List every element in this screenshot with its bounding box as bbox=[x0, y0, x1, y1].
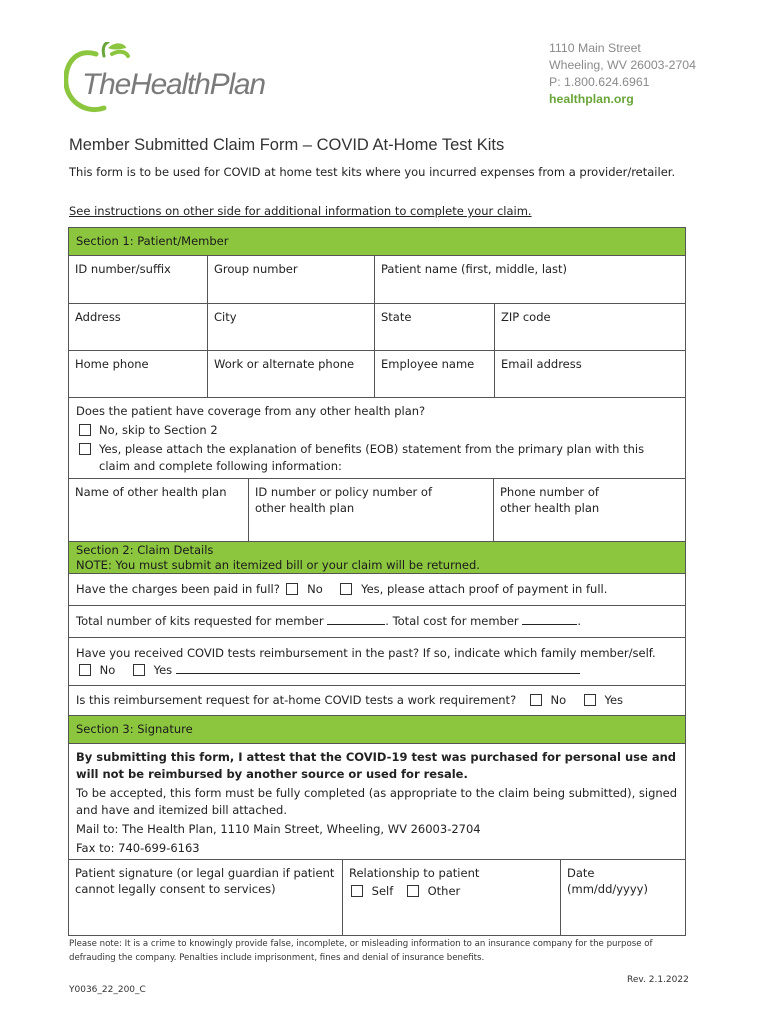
paid-no-label: No bbox=[307, 582, 323, 596]
id-number-field[interactable]: ID number/suffix bbox=[69, 256, 208, 303]
reimbursement-row bbox=[69, 638, 685, 686]
email-field[interactable]: Email address bbox=[501, 357, 582, 371]
address-field[interactable]: Address bbox=[69, 304, 208, 350]
group-number-field[interactable]: Group number bbox=[208, 256, 375, 303]
logo-wordmark: TheHealthPlan bbox=[82, 68, 265, 101]
coverage-yes-checkbox[interactable] bbox=[79, 443, 91, 455]
reimb-yes-label: Yes bbox=[153, 663, 173, 677]
section1-header: Section 1: Patient/Member bbox=[69, 228, 685, 256]
relationship-other-checkbox[interactable] bbox=[407, 885, 419, 897]
kits-label: Total number of kits requested for member bbox=[76, 614, 324, 628]
city-field[interactable]: City bbox=[208, 304, 375, 350]
other-plan-id-field[interactable]: ID number or policy number of other health plan bbox=[249, 479, 494, 541]
address-city: Wheeling, WV 26003-2704 bbox=[549, 58, 696, 72]
contact-address bbox=[549, 40, 696, 108]
coverage-yes-option bbox=[76, 441, 678, 475]
reimb-question: Have you received COVID tests reimbursement in the past? If so, indicate which family member/self. bbox=[76, 646, 656, 660]
kits-count-input[interactable] bbox=[327, 614, 385, 625]
work-phone-field[interactable]: Work or alternate phone bbox=[208, 351, 375, 397]
paid-question: Have the charges been paid in full? bbox=[76, 582, 280, 596]
website-link[interactable]: healthplan.org bbox=[549, 92, 634, 106]
signature-text-block bbox=[69, 744, 685, 860]
coverage-block bbox=[69, 398, 685, 479]
cost-label: . Total cost for member bbox=[385, 614, 519, 628]
relationship-self-label: Self bbox=[371, 884, 394, 898]
paid-no-checkbox[interactable] bbox=[286, 583, 298, 595]
coverage-no-checkbox[interactable] bbox=[79, 424, 91, 436]
address-street: 1110 Main Street bbox=[549, 41, 641, 55]
employee-name-field[interactable]: Employee name bbox=[375, 351, 495, 397]
section1-row2 bbox=[69, 304, 685, 351]
other-plan-name-field[interactable]: Name of other health plan bbox=[69, 479, 249, 541]
form-code: Y0036_22_200_C bbox=[69, 985, 146, 995]
other-plan-phone-field[interactable]: Phone number of other health plan bbox=[500, 485, 600, 515]
work-yes-label: Yes bbox=[604, 693, 624, 707]
page-title: Member Submitted Claim Form – COVID At-Home Test Kits bbox=[69, 136, 505, 154]
work-no-checkbox[interactable] bbox=[530, 694, 542, 706]
paid-yes-label: Yes, please attach proof of payment in full. bbox=[361, 582, 608, 596]
work-requirement-row bbox=[69, 686, 685, 716]
section2-title: Section 2: Claim Details bbox=[76, 543, 214, 557]
kits-row: Total number of kits requested for member . Total cost for member . bbox=[69, 606, 685, 638]
coverage-question: Does the patient have coverage from any other health plan? bbox=[76, 404, 426, 418]
zip-field[interactable]: ZIP code bbox=[501, 310, 551, 324]
section3-header: Section 3: Signature bbox=[69, 716, 685, 744]
state-field[interactable]: State bbox=[375, 304, 495, 350]
relationship-field bbox=[343, 860, 561, 935]
patient-name-field[interactable]: Patient name (first, middle, last) bbox=[381, 262, 568, 276]
relationship-other-label: Other bbox=[427, 884, 461, 898]
instructions-link[interactable]: See instructions on other side for additional information to complete your claim. bbox=[69, 204, 532, 218]
section1-row3 bbox=[69, 351, 685, 398]
coverage-no-option bbox=[76, 422, 678, 439]
other-plan-row bbox=[69, 479, 685, 542]
revision-date: Rev. 2.1.2022 bbox=[627, 975, 689, 985]
reimb-yes-checkbox[interactable] bbox=[133, 664, 145, 676]
paid-question-row bbox=[69, 574, 685, 606]
fax-to-text: Fax to: 740-699-6163 bbox=[76, 841, 200, 855]
work-yes-checkbox[interactable] bbox=[584, 694, 596, 706]
date-field[interactable]: Date (mm/dd/yyyy) bbox=[567, 866, 648, 896]
work-no-label: No bbox=[550, 693, 567, 707]
section2-note: NOTE: You must submit an itemized bill or your claim will be returned. bbox=[76, 558, 480, 572]
reimb-no-checkbox[interactable] bbox=[79, 664, 91, 676]
intro-text: This form is to be used for COVID at home test kits where you incurred expenses from a provider/retailer. bbox=[69, 165, 676, 179]
relationship-label: Relationship to patient bbox=[349, 866, 480, 880]
claim-form bbox=[68, 227, 686, 936]
signature-row bbox=[69, 860, 685, 935]
section2-header bbox=[69, 542, 685, 574]
reimb-no-label: No bbox=[99, 663, 116, 677]
acceptance-text: To be accepted, this form must be fully completed (as appropriate to the claim being submitted), signed and have and itemized bill attached. bbox=[76, 786, 678, 817]
patient-signature-field[interactable]: Patient signature (or legal guardian if patient cannot legally consent to services) bbox=[69, 860, 343, 935]
fraud-notice: Please note: It is a crime to knowingly provide false, incomplete, or misleading information to an insurance company for the purpose of defrauding the company. Penalties include imprisonment, fines and denial of insurance benefits. bbox=[69, 939, 653, 963]
reimb-member-input[interactable] bbox=[176, 663, 580, 674]
address-phone: P: 1.800.624.6961 bbox=[549, 75, 650, 89]
total-cost-input[interactable] bbox=[522, 614, 577, 625]
coverage-yes-label: Yes, please attach the explanation of benefits (EOB) statement from the primary plan with this claim and complete following information: bbox=[99, 442, 645, 473]
section1-row1 bbox=[69, 256, 685, 304]
mail-to-text: Mail to: The Health Plan, 1110 Main Street, Wheeling, WV 26003-2704 bbox=[76, 822, 481, 836]
relationship-self-checkbox[interactable] bbox=[351, 885, 363, 897]
home-phone-field[interactable]: Home phone bbox=[69, 351, 208, 397]
paid-yes-checkbox[interactable] bbox=[340, 583, 352, 595]
coverage-no-label: No, skip to Section 2 bbox=[99, 423, 218, 437]
work-question: Is this reimbursement request for at-home COVID tests a work requirement? bbox=[76, 693, 517, 707]
attestation-text: By submitting this form, I attest that the COVID-19 test was purchased for personal use and will not be reimbursed by another source or used for resale. bbox=[76, 750, 677, 781]
